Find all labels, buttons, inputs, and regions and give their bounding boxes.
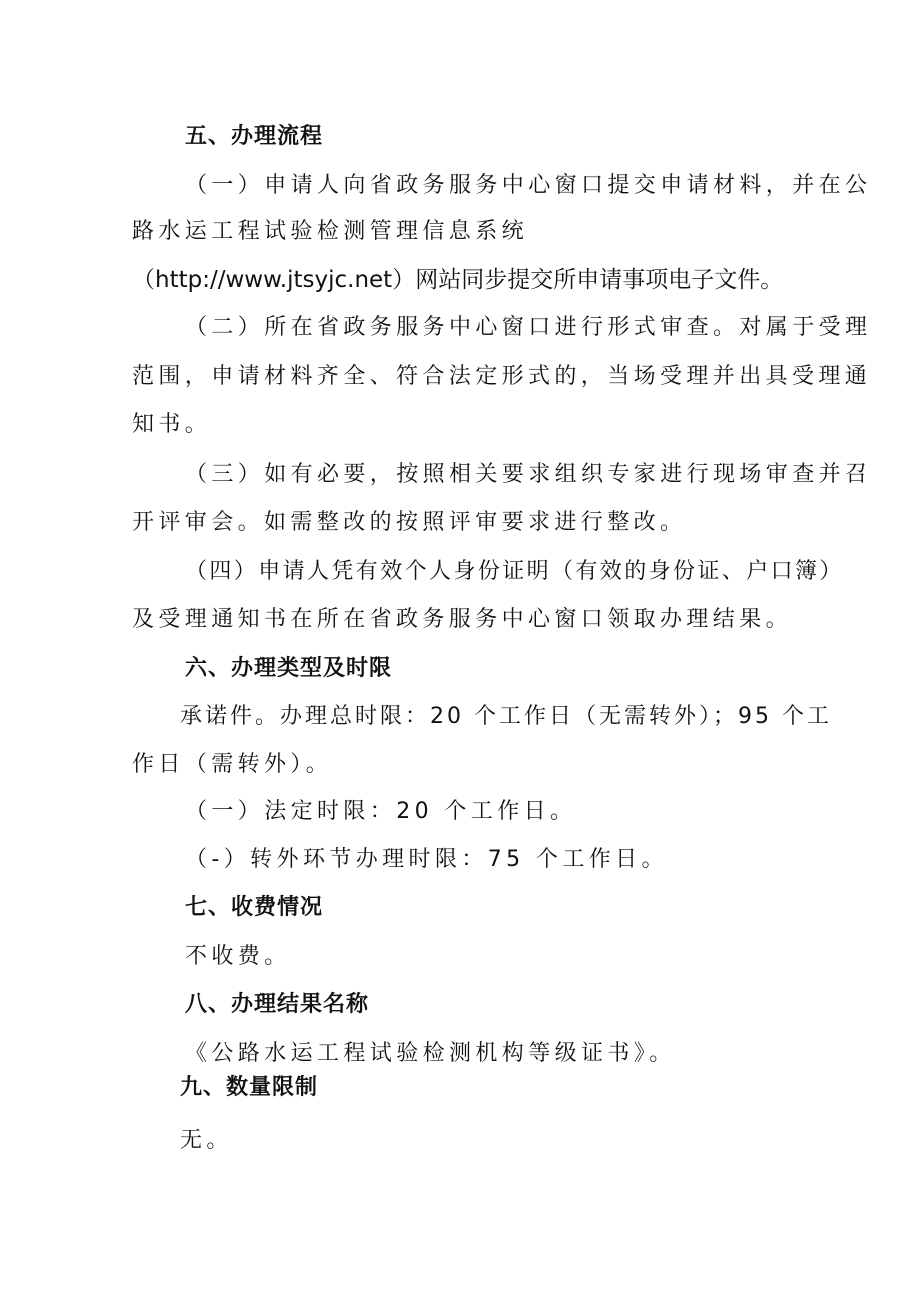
paragraph-line: 不收费。 bbox=[185, 944, 291, 969]
paragraph-line: 知书。 bbox=[132, 412, 212, 437]
section-heading-fees: 七、收费情况 bbox=[185, 895, 324, 920]
paragraph-line: 作日（需转外）。 bbox=[132, 752, 333, 777]
paragraph-line: 《公路水运工程试验检测机构等级证书》。 bbox=[185, 1041, 676, 1066]
paragraph-line: （-）转外环节办理时限：75 个工作日。 bbox=[185, 847, 668, 872]
section-heading-process: 五、办理流程 bbox=[185, 124, 324, 149]
paragraph-line: （四）申请人凭有效个人身份证明（有效的身份证、户口簿） bbox=[185, 559, 844, 584]
section-heading-result-name: 八、办理结果名称 bbox=[185, 992, 370, 1017]
paragraph-line: （一）申请人向省政务服务中心窗口提交申请材料，并在公 bbox=[185, 173, 872, 198]
paragraph-line: 路水运工程试验检测管理信息系统 bbox=[132, 219, 529, 244]
section-heading-quantity-limit: 九、数量限制 bbox=[180, 1075, 319, 1100]
paragraph-line: 范围，申请材料齐全、符合法定形式的，当场受理并出具受理通 bbox=[132, 364, 872, 389]
paragraph-line: 承诺件。办理总时限：20 个工作日（无需转外）；95 个工 bbox=[180, 704, 832, 729]
paragraph-line: 无。 bbox=[180, 1128, 233, 1153]
paragraph-line: 及受理通知书在所在省政务服务中心窗口领取办理结果。 bbox=[132, 607, 793, 632]
section-heading-type-and-time-limit: 六、办理类型及时限 bbox=[185, 656, 393, 681]
paragraph-line: 开评审会。如需整改的按照评审要求进行整改。 bbox=[132, 510, 687, 535]
paragraph-line-url: （http://www.jtsyjc.net）网站同步提交所申请事项电子文件。 bbox=[132, 267, 784, 293]
paragraph-line: （三）如有必要，按照相关要求组织专家进行现场审查并召 bbox=[185, 462, 872, 487]
paragraph-line: （二）所在省政务服务中心窗口进行形式审查。对属于受理 bbox=[185, 315, 872, 340]
paragraph-line: （一）法定时限：20 个工作日。 bbox=[185, 799, 577, 824]
